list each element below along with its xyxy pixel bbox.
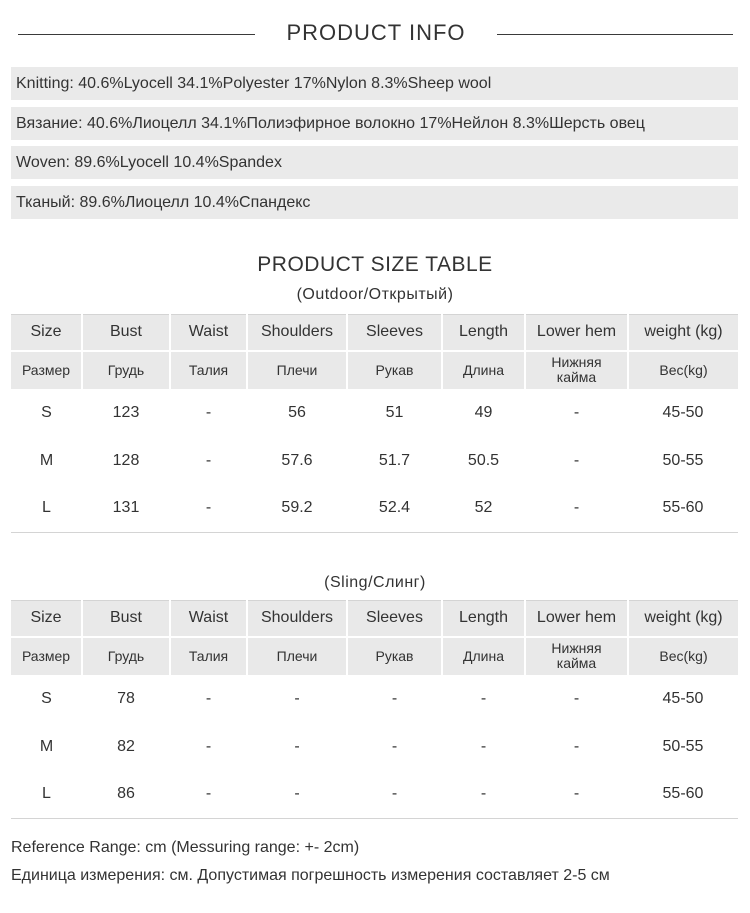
table-cell: 78: [117, 689, 135, 707]
table-cell: 82: [117, 737, 135, 755]
table-cell: M: [39, 451, 54, 469]
size-table-title: PRODUCT SIZE TABLE: [257, 253, 493, 276]
column-header: Размер: [11, 637, 82, 675]
table-cell: 128: [112, 451, 140, 469]
outdoor-table-label: (Outdoor/Открытый): [296, 286, 454, 303]
column-header: Length: [442, 315, 525, 351]
column-header: weight (kg): [628, 315, 738, 351]
column-header: Вес(kg): [628, 637, 738, 675]
table-row: [11, 723, 738, 771]
table-cell: 57.6: [281, 451, 313, 469]
table-cell: -: [347, 771, 442, 819]
table-cell: -: [294, 737, 300, 755]
column-header: Вес(kg): [628, 351, 738, 389]
fabric-row-woven-ru: Тканый: 89.6%Лиоцелл 10.4%Спандекс: [11, 186, 738, 219]
reference-range-note: Reference Range: cm (Messuring range: +- 2cm): [11, 839, 360, 856]
fabric-row-knitting-en: Knitting: 40.6%Lyocell 34.1%Polyester 17%Nylon 8.3%Sheep wool: [11, 67, 738, 100]
table-cell: -: [573, 451, 580, 469]
column-header: Sleeves: [347, 315, 442, 351]
table-cell: -: [480, 737, 487, 755]
table-cell: -: [573, 403, 580, 421]
column-header: Lower hem: [525, 601, 628, 637]
table-cell: 55-60: [628, 771, 738, 819]
table-cell: 45-50: [662, 689, 704, 707]
table-cell: -: [480, 689, 487, 707]
table-cell: -: [391, 737, 398, 755]
fabric-row-knitting-ru: Вязание: 40.6%Лиоцелл 34.1%Полиэфирное волокно 17%Нейлон 8.3%Шерсть овец: [11, 107, 738, 140]
column-header: Length: [442, 601, 525, 637]
column-header: Size: [11, 601, 82, 637]
product-info-header: [0, 14, 750, 54]
table-cell: -: [205, 451, 212, 469]
table-cell: 51: [385, 403, 404, 421]
table-cell: -: [205, 689, 212, 707]
table-cell: -: [525, 771, 628, 819]
table-row: [11, 675, 738, 723]
table-cell: -: [170, 485, 247, 533]
table-cell: M: [39, 737, 54, 755]
table-cell: 59.2: [247, 485, 347, 533]
table-cell: -: [442, 771, 525, 819]
sling-size-table: [11, 600, 738, 819]
column-header: Bust: [82, 315, 170, 351]
table-header-en: [11, 601, 738, 637]
table-cell: S: [41, 689, 52, 707]
table-cell: 45-50: [662, 403, 704, 421]
column-header: Shoulders: [247, 315, 347, 351]
table-cell: L: [11, 771, 82, 819]
column-header: Нижняя кайма: [525, 351, 628, 389]
table-cell: -: [247, 771, 347, 819]
table-cell: 86: [82, 771, 170, 819]
table-cell: 52: [442, 485, 525, 533]
column-header: Грудь: [82, 351, 170, 389]
table-cell: -: [294, 689, 300, 707]
table-cell: 55-60: [628, 485, 738, 533]
table-row: [11, 485, 738, 533]
table-cell: 56: [288, 403, 306, 421]
column-header: weight (kg): [628, 601, 738, 637]
column-header: Талия: [170, 351, 247, 389]
table-header-ru: [11, 351, 738, 389]
column-header: Waist: [170, 601, 247, 637]
table-cell: L: [11, 485, 82, 533]
table-cell: 123: [112, 403, 140, 421]
column-header: Рукав: [347, 637, 442, 675]
column-header: Длина: [442, 351, 525, 389]
column-header: Длина: [442, 637, 525, 675]
column-header: Рукав: [347, 351, 442, 389]
product-info-title: PRODUCT INFO: [286, 20, 466, 45]
header-divider-right: [497, 34, 733, 35]
column-header: Size: [11, 315, 82, 351]
table-cell: -: [573, 737, 580, 755]
column-header: Sleeves: [347, 601, 442, 637]
table-cell: -: [525, 485, 628, 533]
table-cell: 50-55: [662, 451, 704, 469]
table-cell: -: [205, 737, 212, 755]
column-header: Bust: [82, 601, 170, 637]
table-cell: 131: [82, 485, 170, 533]
column-header: Грудь: [82, 637, 170, 675]
column-header: Талия: [170, 637, 247, 675]
column-header: Нижняя кайма: [525, 637, 628, 675]
sling-table-label: (Sling/Слинг): [324, 574, 426, 591]
table-cell: 51.7: [378, 451, 411, 469]
table-row: [11, 389, 738, 437]
unit-note-ru: Единица измерения: см. Допустимая погрешность измерения составляет 2-5 см: [11, 867, 610, 884]
column-header: Lower hem: [525, 315, 628, 351]
table-cell: -: [391, 689, 398, 707]
table-header-en: [11, 315, 738, 351]
table-cell: 50.5: [467, 451, 500, 469]
header-divider-left: [18, 34, 255, 35]
outdoor-size-table: [11, 314, 738, 533]
column-header: Плечи: [247, 351, 347, 389]
table-cell: 52.4: [347, 485, 442, 533]
column-header: Waist: [170, 315, 247, 351]
table-cell: -: [170, 771, 247, 819]
fabric-row-woven-en: Woven: 89.6%Lyocell 10.4%Spandex: [11, 146, 738, 179]
table-row: [11, 771, 738, 819]
column-header: Размер: [11, 351, 82, 389]
table-cell: -: [573, 689, 580, 707]
column-header: Shoulders: [247, 601, 347, 637]
table-cell: 49: [474, 403, 493, 421]
table-row: [11, 437, 738, 485]
table-header-ru: [11, 637, 738, 675]
table-cell: S: [41, 403, 52, 421]
table-cell: -: [205, 403, 212, 421]
column-header: Плечи: [247, 637, 347, 675]
table-cell: 50-55: [662, 737, 704, 755]
